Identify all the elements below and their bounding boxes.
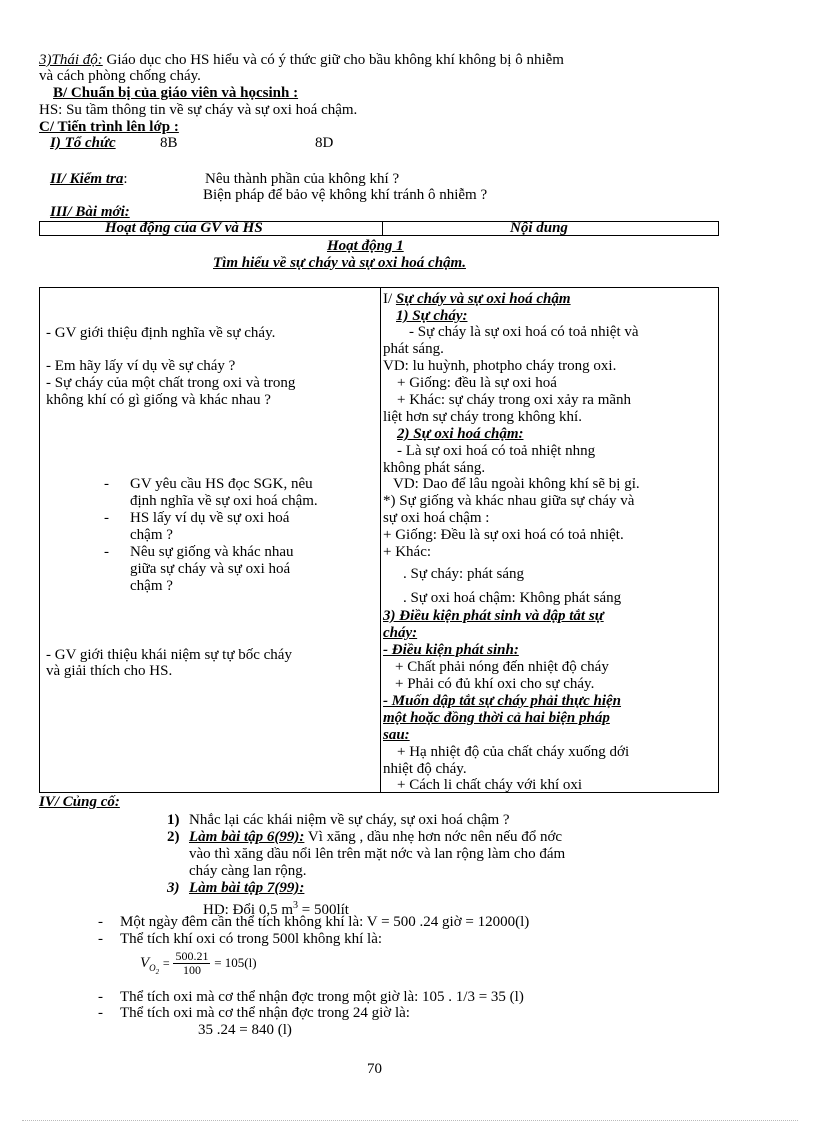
right-line-10: - Là sự oxi hoá có toả nhiệt nhng xyxy=(397,443,596,459)
right-line-6: + Giống: đều là sự oxi hoá xyxy=(397,375,557,391)
activity-subtitle: Tìm hiểu về sự cháy và sự oxi hoá chậm. xyxy=(213,255,466,271)
check-line xyxy=(50,172,128,187)
review-num-2: 2) xyxy=(167,829,180,845)
table-header-divider xyxy=(382,222,383,235)
exercise-6-label: Làm bài tập 6(99): xyxy=(189,829,305,845)
formula-numerator: 500.21 xyxy=(175,949,209,963)
right-line-15: + Giống: Đều là sự oxi hoá có toả nhiệt. xyxy=(383,527,624,543)
solution-line-5: 35 .24 = 840 (l) xyxy=(198,1022,292,1038)
solution-line-4: Thể tích oxi mà cơ thể nhận đợc trong 24 giờ là: xyxy=(120,1005,410,1021)
left-line-3: - Sự cháy của một chất trong oxi và trong xyxy=(46,375,296,391)
hint-prefix: HD: Đổi 0,5 m xyxy=(203,902,293,918)
solution-line-3: Thể tích oxi mà cơ thể nhận đợc trong một giờ là: 105 . 1/3 = 35 (l) xyxy=(120,989,524,1005)
page-number: 70 xyxy=(367,1061,382,1077)
left-bullet-3c: chậm ? xyxy=(130,578,173,594)
right-conditions-title: - Điều kiện phát sinh: xyxy=(383,642,519,658)
header-right: Nội dung xyxy=(510,220,568,236)
right-sub-3: 3) Điều kiện phát sinh và dập tắt sự xyxy=(383,608,604,624)
exercise-7-label: Làm bài tập 7(99): xyxy=(189,880,305,896)
right-extinguish-title: - Muốn dập tắt sự cháy phải thực hiện xyxy=(383,693,622,709)
hint-sup: 3 xyxy=(293,900,298,911)
right-line-11: không phát sáng. xyxy=(383,460,486,476)
right-line-18: . Sự oxi hoá chậm: Không phát sáng xyxy=(403,590,622,606)
check-label: II/ Kiểm tra xyxy=(50,171,124,187)
attitude-text-cont: và cách phòng chống cháy. xyxy=(39,68,201,84)
formula-sub2: 2 xyxy=(155,967,160,976)
review-num-3: 3) xyxy=(167,880,180,896)
review-num-1: 1) xyxy=(167,812,180,828)
left-bullet-1a: GV yêu cầu HS đọc SGK, nêu xyxy=(130,476,313,492)
right-sub-2: 2) Sự oxi hoá chậm: xyxy=(397,426,524,442)
formula-sub: O xyxy=(149,962,156,973)
right-line-4: phát sáng. xyxy=(383,341,444,357)
right-line-14: sự oxi hoá chậm : xyxy=(383,510,490,526)
solution-dash-2: - xyxy=(98,931,103,947)
exercise-6-text: Vì xăng , dầu nhẹ hơn nớc nên nếu đổ nớc xyxy=(304,829,563,845)
solution-line-2: Thể tích khí oxi có trong 500l không khí là: xyxy=(120,931,383,947)
solution-dash-1: - xyxy=(98,914,103,930)
prep-hs: HS: Su tầm thông tin về sự cháy và sự oxi hoá chậm. xyxy=(39,102,358,118)
right-line-29: + Cách li chất cháy với khí oxi xyxy=(397,777,583,793)
formula-rhs: = 105(l) xyxy=(214,954,257,970)
header-left: Hoạt động của GV và HS xyxy=(105,220,263,236)
left-line-6: và giải thích cho HS. xyxy=(46,663,173,679)
right-extinguish-cont: một hoặc đồng thời cả hai biện pháp xyxy=(383,710,610,726)
solution-dash-4: - xyxy=(98,1005,103,1021)
review-item-2-line3: cháy càng lan rộng. xyxy=(189,863,307,879)
right-section-prefix: I/ xyxy=(383,291,396,307)
review-item-2-line2: vào thì xăng dầu nổi lên trên mặt nớc và lan rộng làm cho đám xyxy=(189,846,566,862)
right-line-22: + Chất phải nóng đến nhiệt độ cháy xyxy=(395,659,609,675)
formula-lhs: V xyxy=(140,954,150,971)
right-line-17: . Sự cháy: phát sáng xyxy=(403,566,525,582)
right-line-13: *) Sự giống và khác nhau giữa sự cháy và xyxy=(383,493,635,509)
left-line-1: - GV giới thiệu định nghĩa về sự cháy. xyxy=(46,325,276,341)
left-bullet-3a: Nêu sự giống và khác nhau xyxy=(130,544,294,560)
check-question-2: Biện pháp để bảo vệ không khí tránh ô nhiễm ? xyxy=(203,187,488,203)
right-line-7: + Khác: sự cháy trong oxi xảy ra mãnh xyxy=(397,392,632,408)
footer-divider xyxy=(22,1120,798,1121)
formula: $V_{O_2}$ = $\frac{500.21}{100}$ = 105(l) xyxy=(140,949,257,977)
right-line-5: VD: lu huỳnh, photpho cháy trong oxi. xyxy=(383,358,617,374)
class-8d: 8D xyxy=(315,135,334,151)
right-section-name: Sự cháy và sự oxi hoá chậm xyxy=(395,291,571,307)
left-bullet-1b: định nghĩa về sự oxi hoá chậm. xyxy=(130,493,318,509)
attitude-text: Giáo dục cho HS hiểu và có ý thức giữ cho bầu không khí không bị ô nhiễm xyxy=(102,52,564,68)
right-extinguish-cont2: sau: xyxy=(383,727,410,743)
formula-denominator: 100 xyxy=(182,963,201,977)
new-lesson-label: III/ Bài mới: xyxy=(50,204,130,220)
right-line-28: nhiệt độ cháy. xyxy=(383,761,467,777)
left-bullet-3b: giữa sự cháy và sự oxi hoá xyxy=(130,561,291,577)
solution-dash-3: - xyxy=(98,989,103,1005)
left-line-2: - Em hãy lấy ví dụ về sự cháy ? xyxy=(46,358,236,374)
right-line-23: + Phải có đủ khí oxi cho sự cháy. xyxy=(395,676,595,692)
left-bullet-2b: chậm ? xyxy=(130,527,173,543)
table-header xyxy=(39,221,719,236)
right-line-3: - Sự cháy là sự oxi hoá có toả nhiệt và xyxy=(409,324,639,340)
class-8b: 8B xyxy=(160,135,178,151)
check-colon: : xyxy=(123,171,128,187)
attitude-label: 3)Thái độ: xyxy=(39,52,103,68)
prep-title: B/ Chuẩn bị của giáo viên và họcsinh : xyxy=(53,85,299,101)
hint-suffix: = 500lít xyxy=(298,902,349,918)
right-section-title xyxy=(383,292,571,307)
attitude-line xyxy=(39,53,564,68)
bullet-dash-3: - xyxy=(104,544,109,560)
activity-title: Hoạt động 1 xyxy=(327,238,404,254)
solution-line-1: Một ngày đêm cần thể tích không khí là: V = 500 .24 giờ = 12000(l) xyxy=(120,914,530,930)
right-line-8: liệt hơn sự cháy trong không khí. xyxy=(383,409,582,425)
org-label: I) Tổ chức xyxy=(50,135,116,151)
review-item-1: Nhắc lại các khái niệm về sự cháy, sự oxi hoá chậm ? xyxy=(189,812,510,828)
review-title: IV/ Củng cố: xyxy=(39,794,120,810)
formula-fraction xyxy=(173,950,210,977)
left-bullet-2a: HS lấy ví dụ về sự oxi hoá xyxy=(130,510,290,526)
bullet-dash-1: - xyxy=(104,476,109,492)
process-title: C/ Tiến trình lên lớp : xyxy=(39,119,179,135)
left-line-4: không khí có gì giống và khác nhau ? xyxy=(46,392,271,408)
right-line-27: + Hạ nhiệt độ của chất cháy xuống dới xyxy=(397,744,630,760)
review-item-2 xyxy=(189,830,562,845)
right-sub-3-cont: cháy: xyxy=(383,625,418,641)
right-line-12: VD: Dao để lâu ngoài không khí sẽ bị gỉ. xyxy=(393,476,640,492)
check-question-1: Nêu thành phần của không khí ? xyxy=(205,171,400,187)
right-line-16: + Khác: xyxy=(383,544,432,560)
table-divider xyxy=(380,288,381,792)
right-sub-1: 1) Sự cháy: xyxy=(396,308,468,324)
bullet-dash-2: - xyxy=(104,510,109,526)
left-line-5: - GV giới thiệu khái niệm sự tự bốc cháy xyxy=(46,647,292,663)
